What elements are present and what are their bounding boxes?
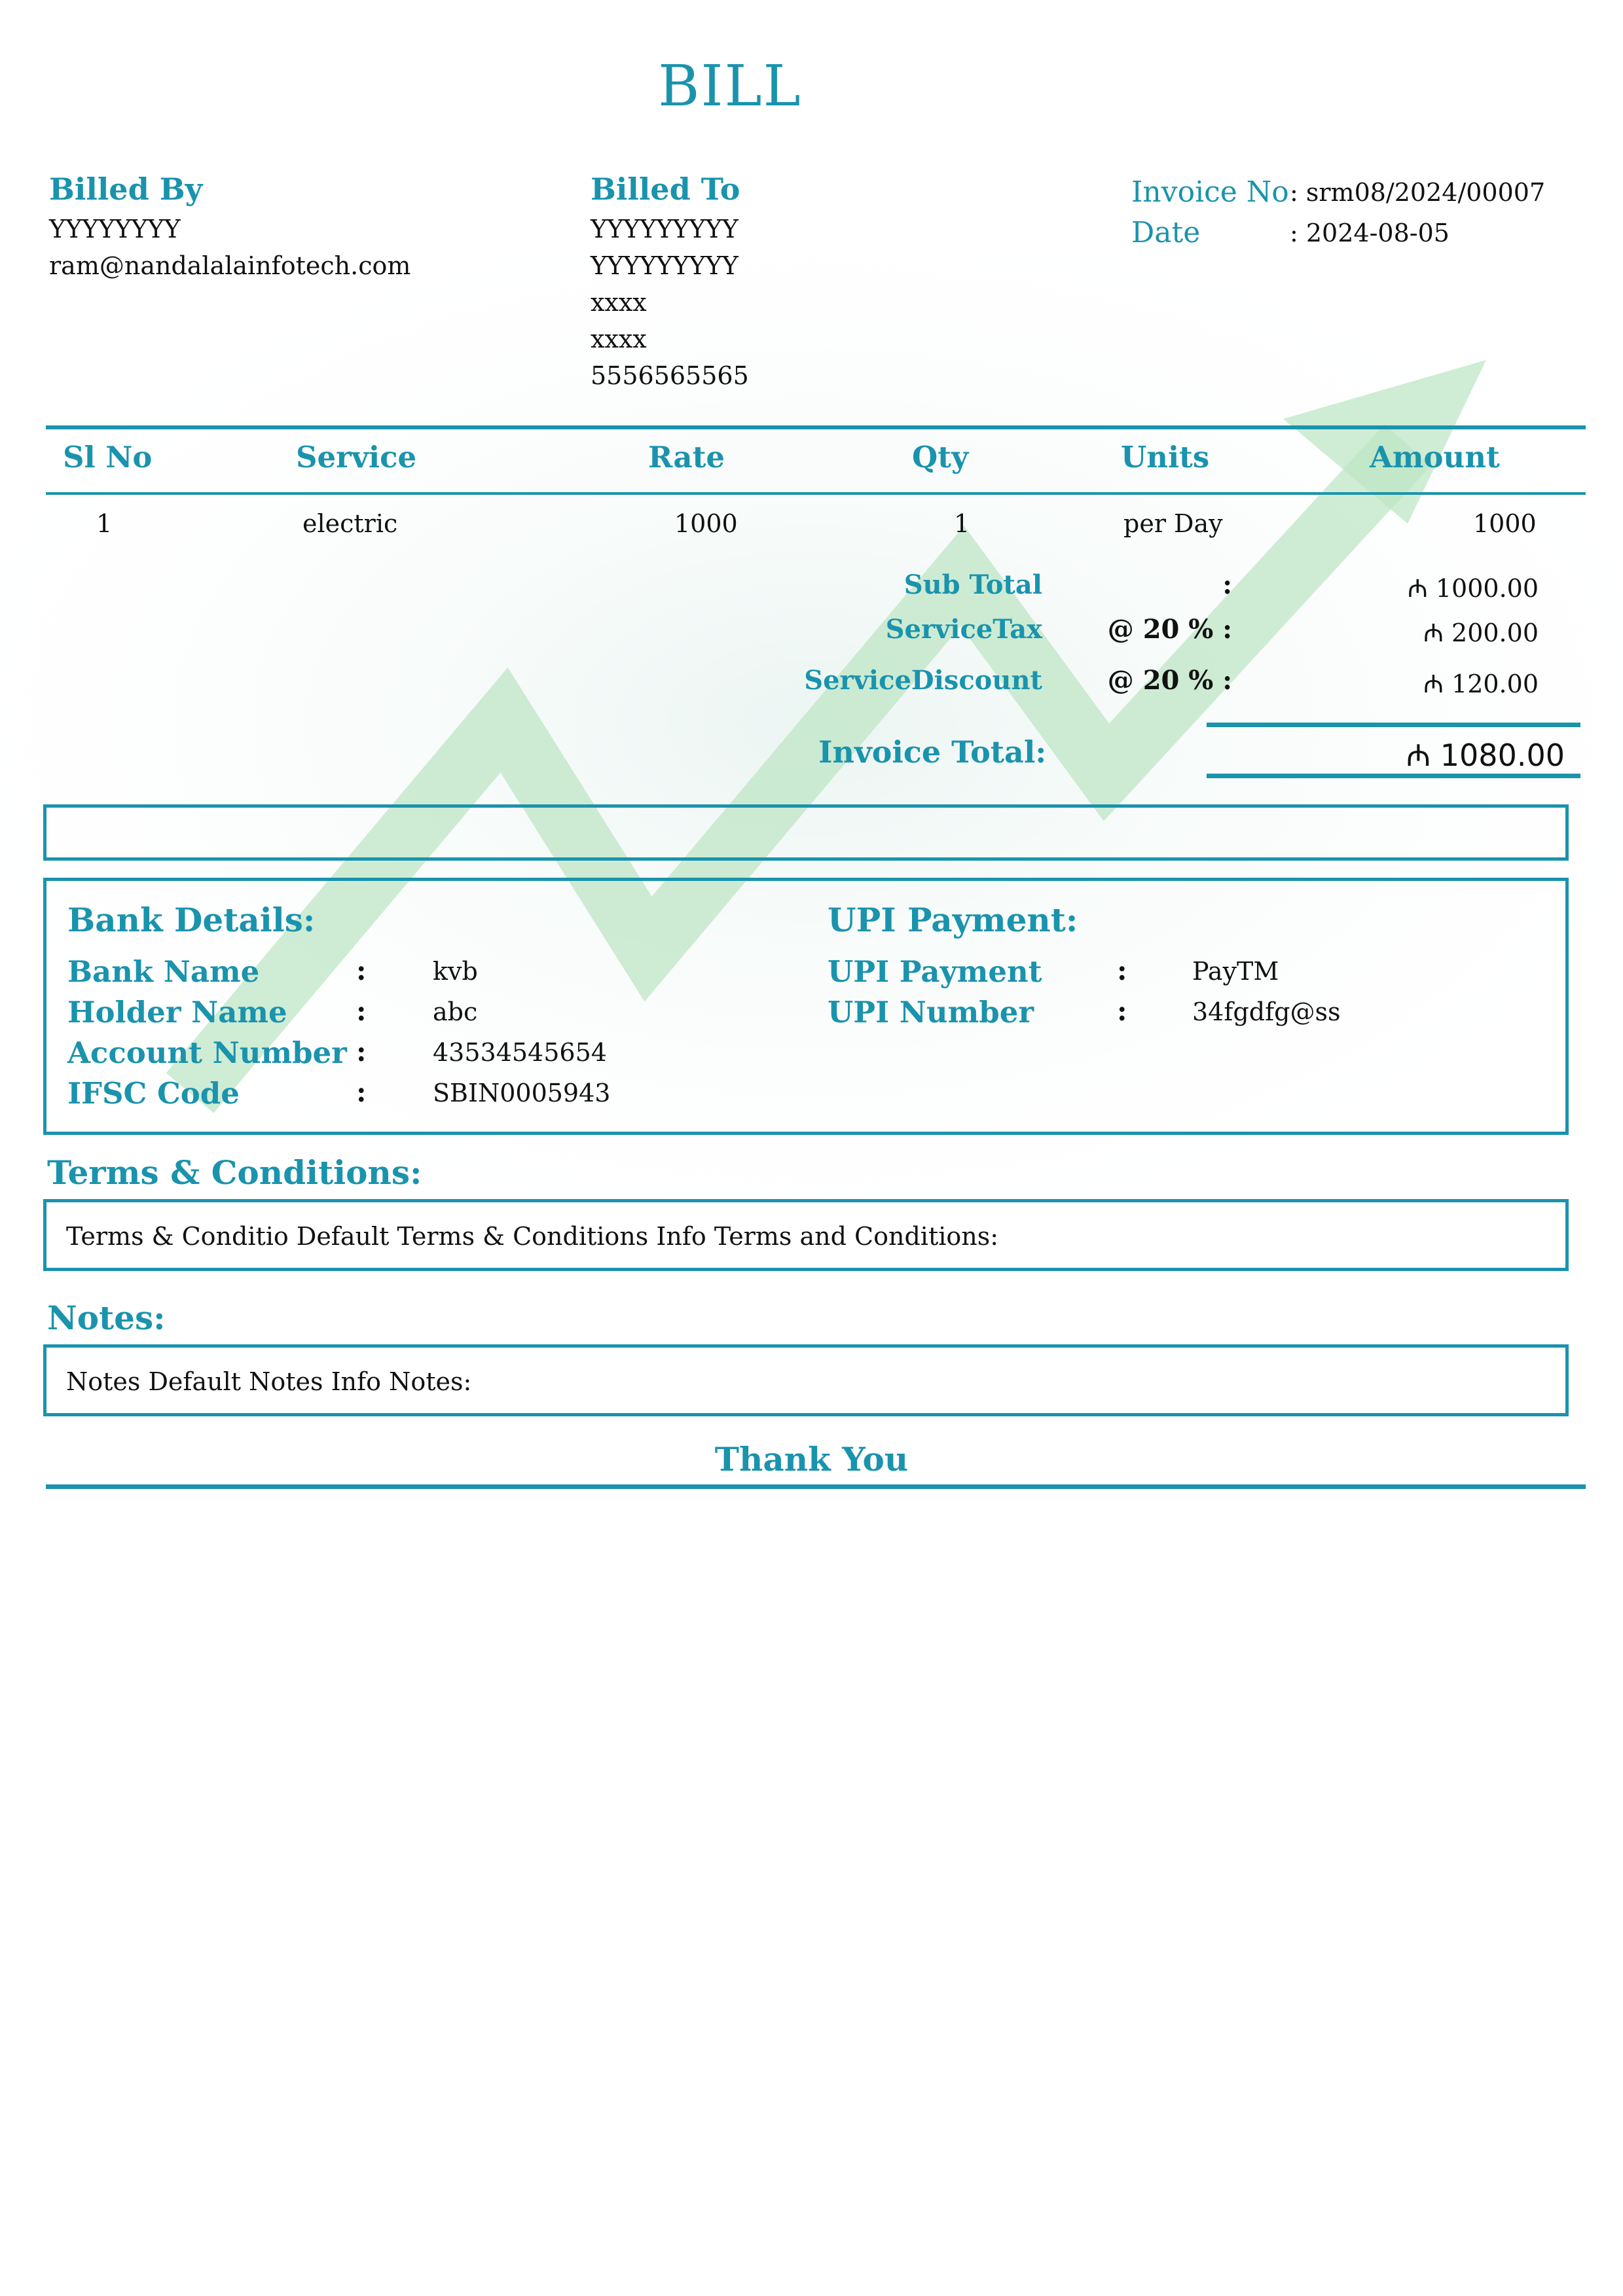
total-bottom-rule: [1207, 774, 1580, 778]
billed-by-label: Billed By: [49, 171, 203, 207]
billed-to-section: [591, 171, 749, 394]
billed-by-email: ram@nandalalainfotech.com: [49, 251, 411, 280]
upi-number-value: 34fgdfg@ss: [1192, 997, 1341, 1026]
service-tax-value: ₼ 200.00: [1423, 619, 1539, 647]
cell-rate: 1000: [674, 509, 738, 538]
billed-by-section: [49, 171, 410, 284]
notes-title: Notes:: [47, 1299, 166, 1337]
notes-text: Notes Default Notes Info Notes:: [66, 1367, 472, 1396]
footer-rule: [46, 1484, 1586, 1489]
cell-units: per Day: [1123, 509, 1223, 538]
total-top-rule: [1207, 723, 1580, 727]
colon: :: [1117, 995, 1127, 1027]
cell-service: electric: [302, 509, 398, 538]
account-number-label: Account Number: [67, 1035, 347, 1070]
table-header-rule: [46, 492, 1586, 495]
billed-to-line: xxxx: [591, 288, 647, 317]
sub-total-colon: :: [1222, 569, 1232, 600]
bank-details-title: Bank Details:: [67, 901, 316, 939]
col-header-rate: Rate: [648, 440, 725, 475]
service-tax-label: ServiceTax: [885, 614, 1042, 645]
billed-to-line: xxxx: [591, 325, 647, 353]
terms-text: Terms & Conditio Default Terms & Conditions Info Terms and Conditions:: [66, 1222, 999, 1251]
service-tax-percent: @ 20 % :: [1107, 614, 1232, 645]
holder-name-value: abc: [433, 997, 478, 1026]
colon: :: [1117, 954, 1127, 986]
cell-sl-no: 1: [96, 509, 113, 538]
col-header-qty: Qty: [912, 440, 969, 475]
notes-box: [43, 1344, 1569, 1416]
sub-total-value: ₼ 1000.00: [1408, 574, 1539, 603]
invoice-no-value: : srm08/2024/00007: [1290, 178, 1546, 207]
thank-you-text: Thank You: [714, 1440, 909, 1479]
cell-amount: 1000: [1473, 509, 1537, 538]
billed-to-label: Billed To: [591, 171, 740, 207]
billed-to-line: YYYYYYYYY: [591, 251, 739, 280]
payment-details-box: [43, 878, 1569, 1135]
cell-qty: 1: [954, 509, 970, 538]
colon: :: [356, 995, 367, 1027]
terms-title: Terms & Conditions:: [47, 1153, 422, 1192]
bill-title: BILL: [658, 54, 802, 119]
date-label: Date: [1131, 216, 1201, 249]
invoice-no-label: Invoice No: [1131, 175, 1289, 209]
terms-box: [43, 1199, 1569, 1271]
upi-payment-value: PayTM: [1192, 957, 1279, 986]
col-header-amount: Amount: [1370, 440, 1500, 475]
holder-name-label: Holder Name: [67, 995, 287, 1030]
colon: :: [356, 1076, 367, 1108]
ifsc-code-value: SBIN0005943: [433, 1079, 611, 1107]
col-header-sl-no: Sl No: [63, 440, 153, 475]
ifsc-code-label: IFSC Code: [67, 1076, 240, 1111]
bank-name-value: kvb: [433, 957, 478, 986]
sub-total-label: Sub Total: [903, 569, 1042, 600]
billed-to-line: YYYYYYYYY: [591, 215, 739, 243]
colon: :: [356, 954, 367, 986]
invoice-total-label: Invoice Total:: [818, 734, 1047, 770]
bank-name-label: Bank Name: [67, 954, 260, 989]
upi-payment-title: UPI Payment:: [828, 901, 1078, 939]
account-number-value: 43534545654: [433, 1038, 607, 1067]
upi-number-label: UPI Number: [828, 995, 1034, 1030]
invoice-total-value: ₼ 1080.00: [1406, 738, 1565, 773]
service-discount-value: ₼ 120.00: [1423, 670, 1539, 698]
table-top-rule: [46, 425, 1586, 429]
date-value: : 2024-08-05: [1290, 219, 1450, 247]
billed-to-phone: 5556565565: [591, 361, 749, 390]
service-discount-label: ServiceDiscount: [804, 665, 1042, 696]
service-discount-percent: @ 20 % :: [1107, 665, 1232, 696]
upi-payment-label: UPI Payment: [828, 954, 1042, 989]
colon: :: [356, 1035, 367, 1067]
col-header-service: Service: [296, 440, 417, 475]
empty-info-box: [43, 804, 1569, 861]
col-header-units: Units: [1121, 440, 1210, 475]
billed-by-name: YYYYYYYY: [49, 215, 181, 243]
